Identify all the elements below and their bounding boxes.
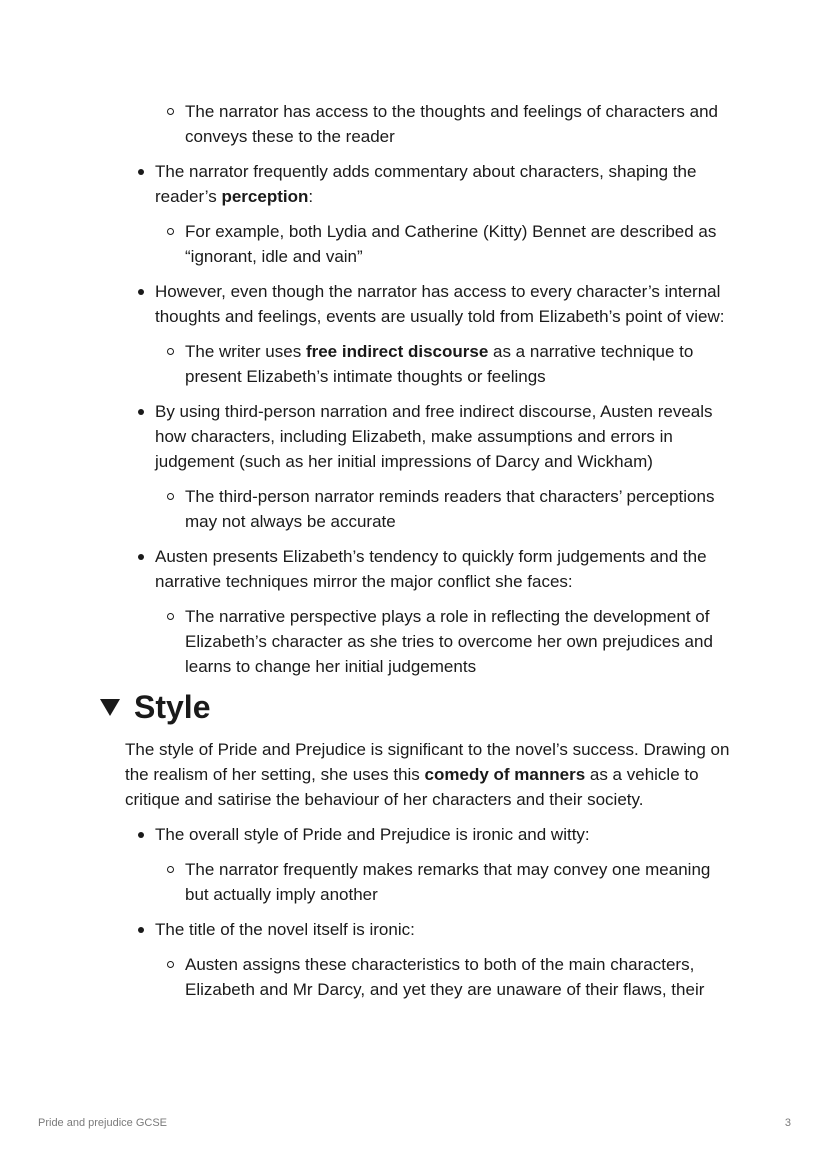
paragraph-text: as a vehicle to critique and satirise the behaviour of her characters and their society.	[125, 765, 699, 809]
list-item	[0, 604, 735, 679]
page-number: 3	[784, 1117, 791, 1129]
list-item	[0, 99, 735, 149]
paragraph-text: The style of Pride and Prejudice is significant to the novel’s success. Drawing on the realism of her setting, she uses this	[125, 740, 730, 784]
list-item	[0, 339, 735, 389]
style-section-heading	[0, 685, 828, 729]
list-item-text: However, even though the narrator has access to every character’s internal thoughts and feelings, events are usually told from Elizabeth’s point of view:	[155, 282, 725, 326]
list-item-text: The writer uses	[185, 342, 306, 361]
section-title: Style	[134, 689, 211, 725]
list-item-text: :	[308, 187, 314, 206]
bullet-icon	[134, 279, 148, 304]
list-item	[0, 399, 735, 474]
narrative-bullet-list	[0, 159, 828, 679]
hollow-bullet-icon	[163, 99, 177, 124]
list-item	[0, 484, 735, 534]
list-item	[0, 279, 735, 329]
bullet-icon	[134, 544, 148, 569]
list-item	[0, 219, 735, 269]
list-item	[0, 822, 735, 847]
list-item-text: The narrator frequently adds commentary about characters, shaping the reader’s	[155, 162, 697, 206]
list-item-text: By using third-person narration and free indirect discourse, Austen reveals how characters, including Elizabeth, make assumptions and errors in judgement (such as her initial impressions of Darcy and Wickham)	[155, 402, 713, 471]
list-item-text: The narrator frequently makes remarks that may convey one meaning but actually imply another	[185, 860, 711, 904]
bullet-icon	[134, 159, 148, 184]
hollow-bullet-icon	[163, 604, 177, 629]
list-item-text: The title of the novel itself is ironic:	[155, 920, 415, 939]
intro-sub-list	[0, 99, 828, 149]
hollow-bullet-icon	[163, 484, 177, 509]
list-item	[0, 917, 735, 942]
style-paragraph	[125, 737, 735, 812]
list-item	[0, 544, 735, 594]
collapse-toggle-icon[interactable]	[100, 685, 128, 729]
list-item-text: The overall style of Pride and Prejudice is ironic and witty:	[155, 825, 590, 844]
paragraph-bold: comedy of manners	[424, 765, 586, 784]
list-item-text: as a narrative technique to present Elizabeth’s intimate thoughts or feelings	[185, 342, 694, 386]
list-item-text: For example, both Lydia and Catherine (Kitty) Bennet are described as “ignorant, idle and vain”	[185, 222, 717, 266]
hollow-bullet-icon	[163, 857, 177, 882]
hollow-bullet-icon	[163, 339, 177, 364]
hollow-bullet-icon	[163, 219, 177, 244]
bullet-icon	[134, 822, 148, 847]
list-item-text: The narrative perspective plays a role in reflecting the development of Elizabeth’s character as she tries to overcome her own prejudices and learns to change her initial judgements	[185, 607, 713, 676]
footer-title: Pride and prejudice GCSE	[38, 1117, 168, 1129]
list-item	[0, 857, 735, 907]
bullet-icon	[134, 917, 148, 942]
list-item-bold: free indirect discourse	[305, 342, 489, 361]
list-item-text: The third-person narrator reminds readers that characters’ perceptions may not always be accurate	[185, 487, 715, 531]
list-item-text: The narrator has access to the thoughts and feelings of characters and conveys these to the reader	[185, 102, 718, 146]
list-item-text: Austen presents Elizabeth’s tendency to quickly form judgements and the narrative techniques mirror the major conflict she faces:	[155, 547, 707, 591]
hollow-bullet-icon	[163, 952, 177, 977]
page-content	[0, 99, 828, 1002]
style-bullet-list	[0, 822, 828, 1002]
list-item	[0, 159, 735, 209]
list-item	[0, 952, 735, 1002]
list-item-bold: perception	[221, 187, 309, 206]
bullet-icon	[134, 399, 148, 424]
list-item-text: Austen assigns these characteristics to both of the main characters, Elizabeth and Mr Darcy, and yet they are unaware of their flaws, their	[185, 955, 705, 999]
